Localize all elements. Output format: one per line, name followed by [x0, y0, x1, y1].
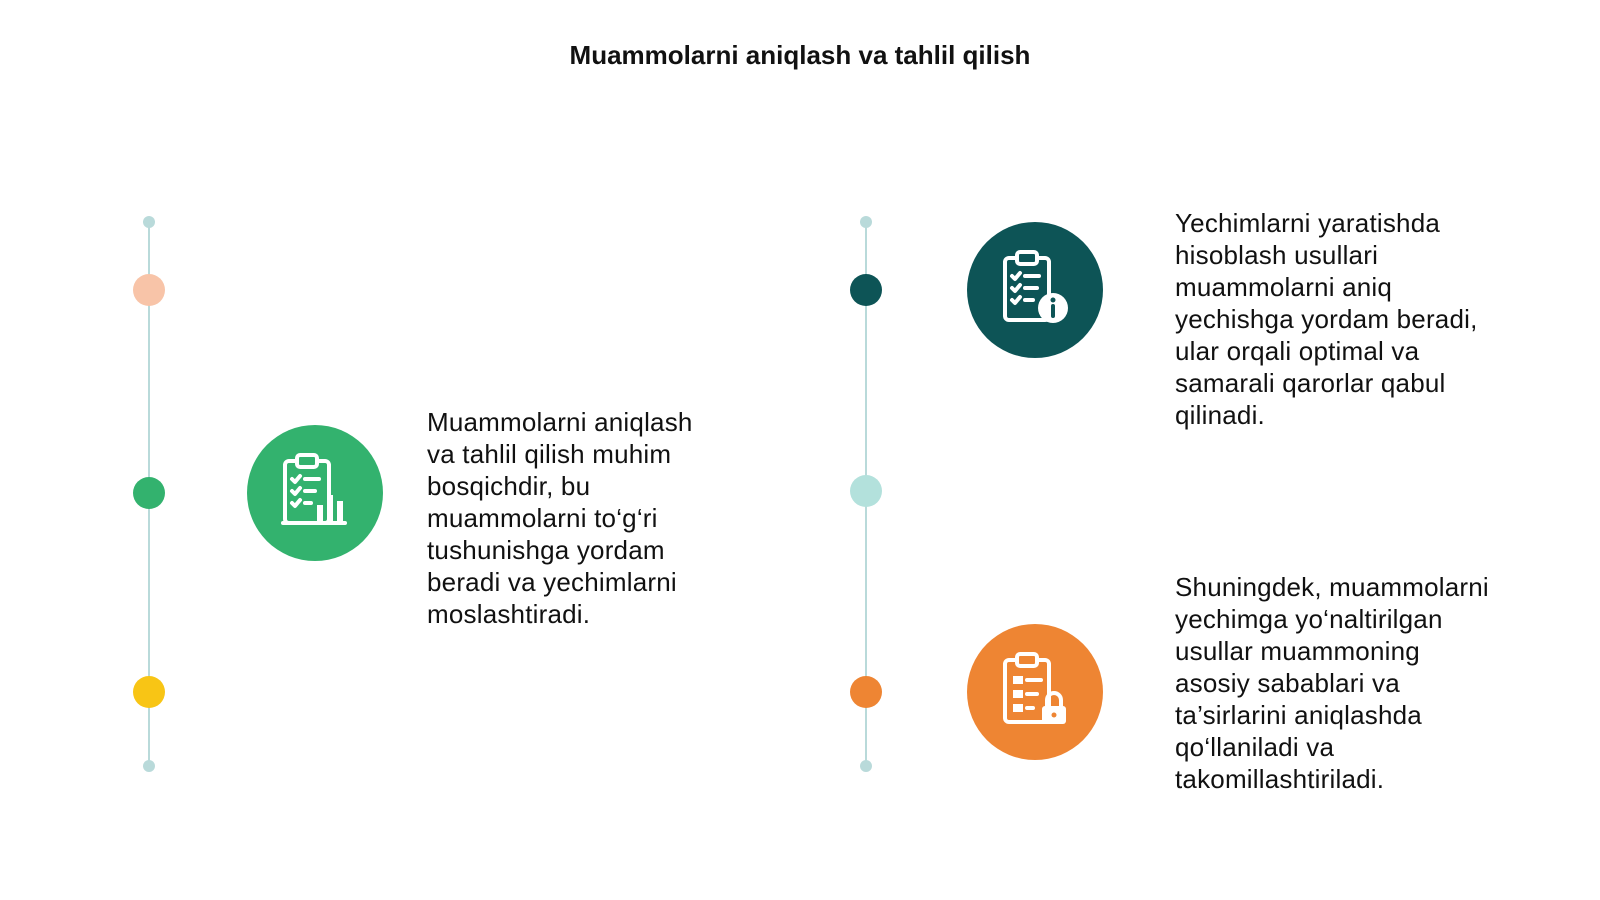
step-badge-root-cause [967, 624, 1103, 760]
left-timeline-dot-peach [133, 274, 165, 306]
clipboard-lock-icon [993, 650, 1077, 734]
clipboard-chart-icon [273, 451, 357, 535]
page-title: Muammolarni aniqlash va tahlil qilish [569, 40, 1031, 70]
step-badge-computation [967, 222, 1103, 358]
right-timeline-dot-teal-light [850, 475, 882, 507]
step-text-analysis: Muammolarni aniqlash va tahlil qilish muhim bosqichdir, bu muammolarni to‘g‘ri tushunishga yordam beradi va yechimlarni moslashtiradi. [427, 407, 693, 629]
left-timeline-top-end [143, 216, 155, 228]
right-timeline-dot-teal-dark [850, 274, 882, 306]
clipboard-info-icon [993, 248, 1077, 332]
step-badge-analysis [247, 425, 383, 561]
right-timeline-top-end [860, 216, 872, 228]
right-timeline-bottom-end [860, 760, 872, 772]
step-text-root-cause: Shuningdek, muammolarni yechimga yo‘naltirilgan usullar muammoning asosiy sabablari va ta’sirlarini aniqlashda qo‘llaniladi va takomillashtiriladi. [1175, 572, 1489, 794]
right-timeline-dot-orange [850, 676, 882, 708]
left-timeline-bottom-end [143, 760, 155, 772]
step-text-computation: Yechimlarni yaratishda hisoblash usullari muammolarni aniq yechishga yordam beradi, ular orqali optimal va samarali qarorlar qabul qilinadi. [1175, 208, 1478, 430]
left-timeline-dot-yellow [133, 676, 165, 708]
left-timeline-dot-green [133, 477, 165, 509]
